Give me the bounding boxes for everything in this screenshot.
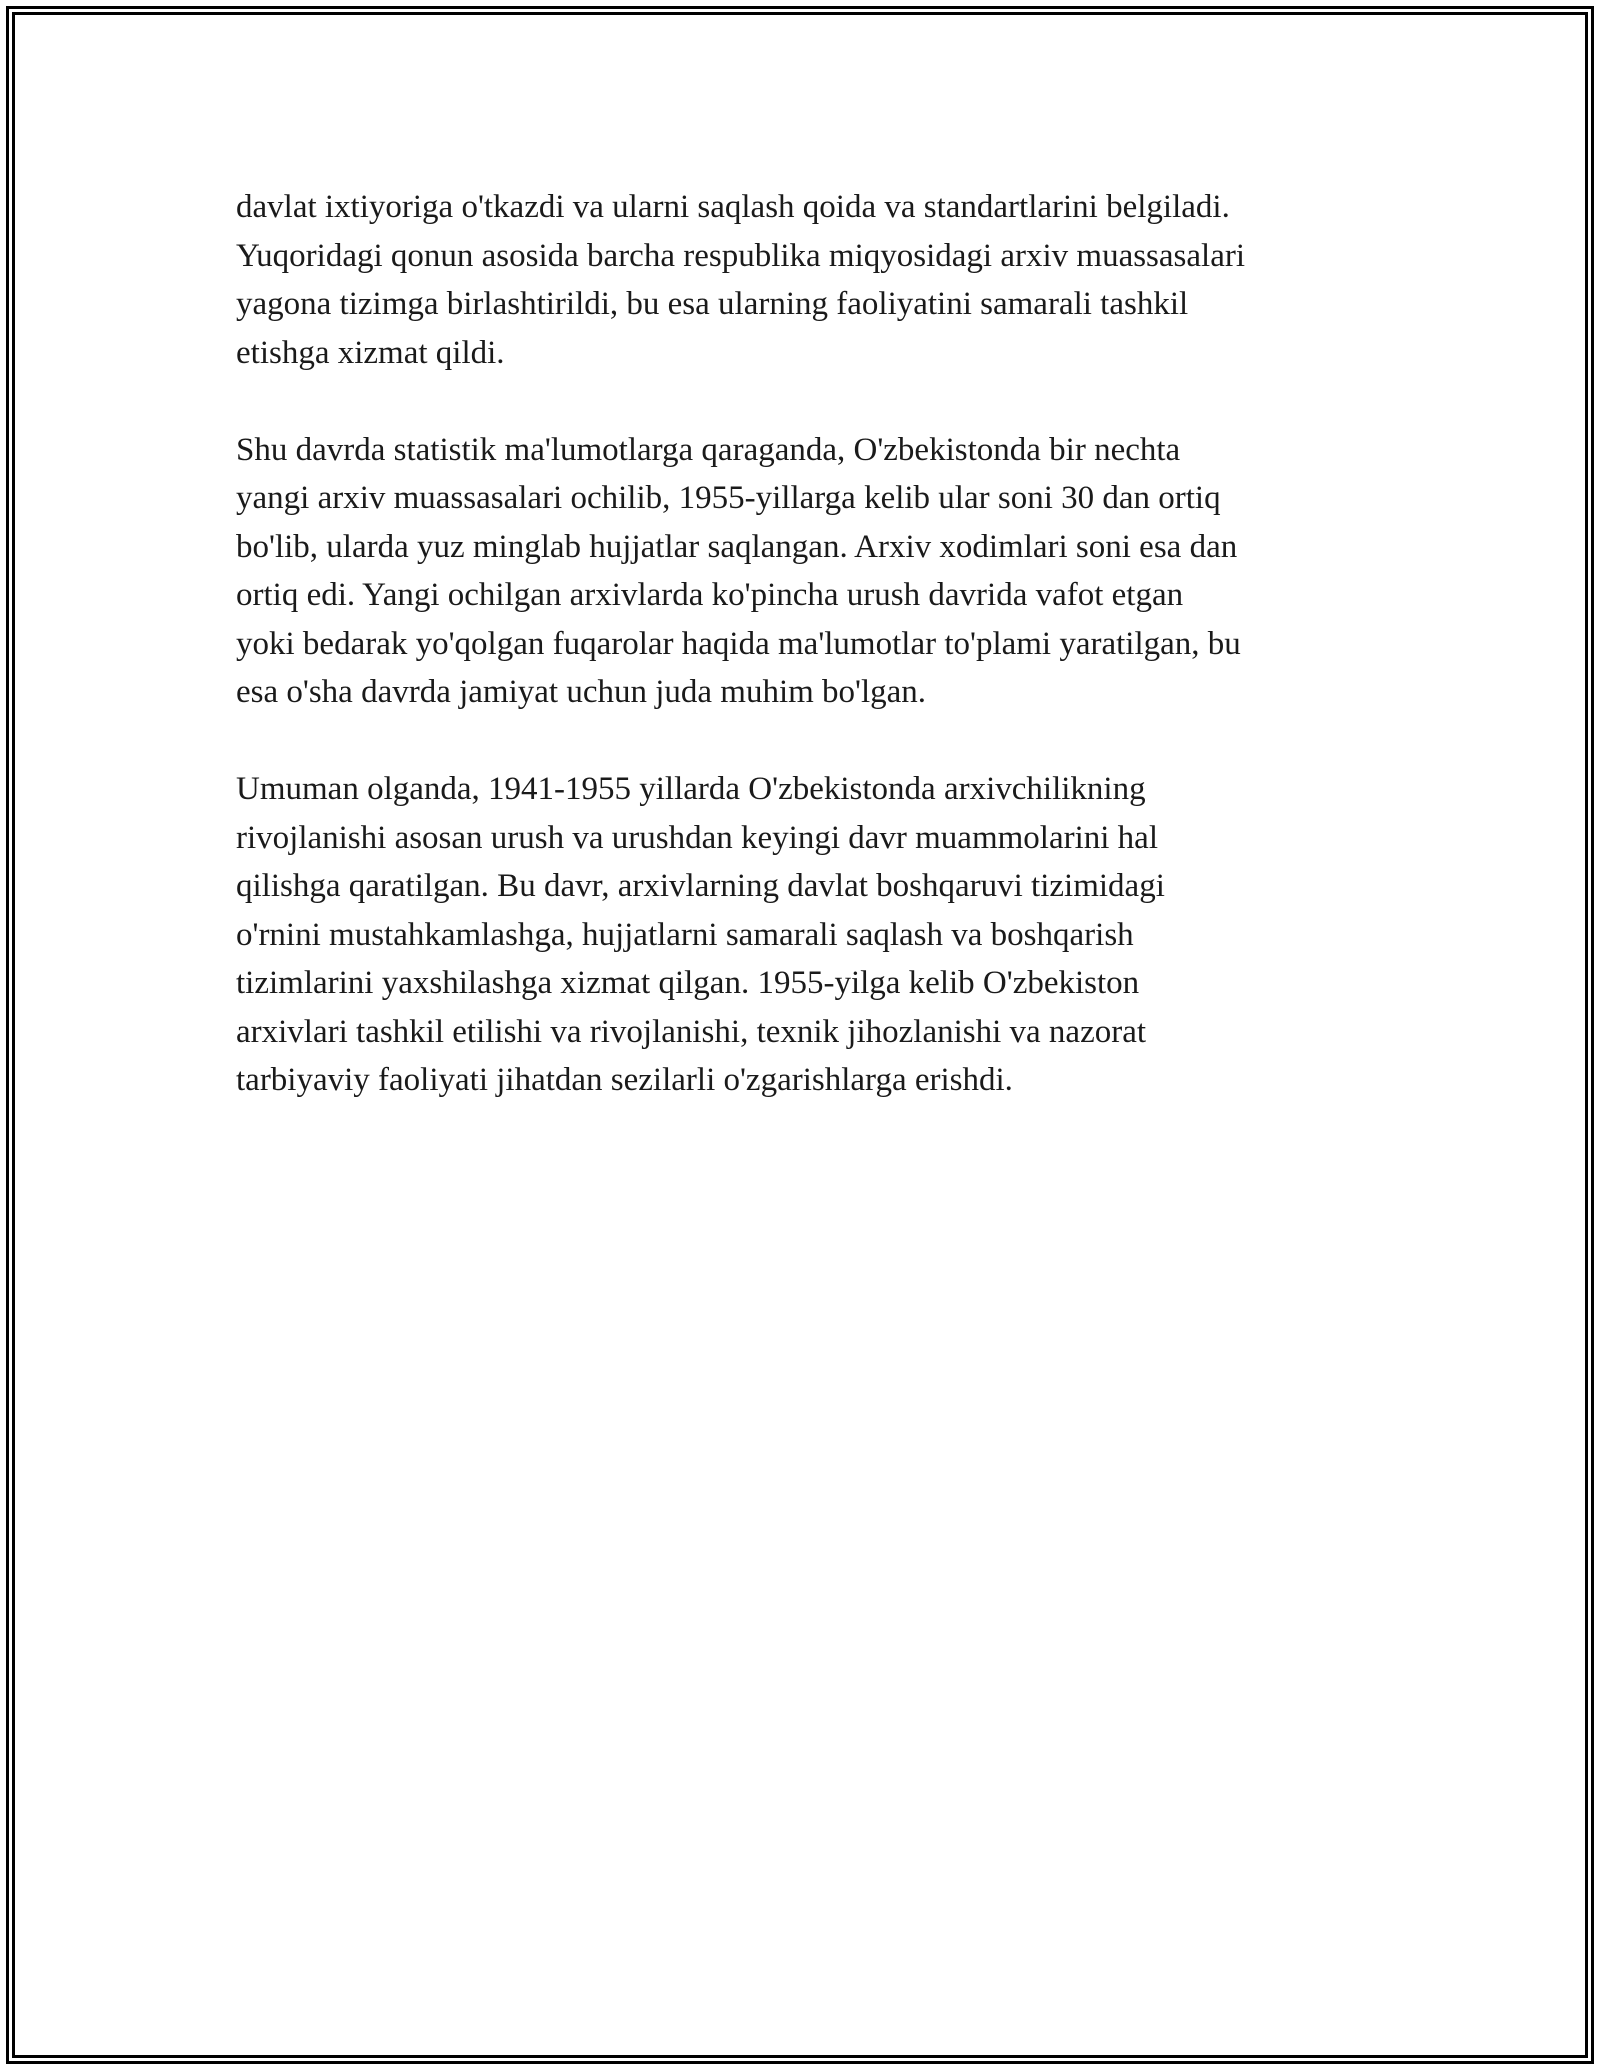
paragraph-1 — [236, 183, 1386, 377]
paragraph-3 — [236, 765, 1386, 1105]
text-line: yangi arxiv muassasalari ochilib, 1955-yillarga kelib ular soni 30 dan ortiq — [236, 480, 1221, 516]
text-line: o'rnini mustahkamlashga, hujjatlarni samarali saqlash va boshqarish — [236, 916, 1134, 953]
text-line: davlat ixtiyoriga o'tkazdi va ularni saqlash qoida va standartlarini belgiladi. — [236, 189, 1230, 225]
document-body — [236, 183, 1386, 1153]
text-line: rivojlanishi asosan urush va urushdan keyingi davr muammolarini hal — [236, 819, 1158, 856]
text-line: Umuman olganda, 1941-1955 yillarda O'zbekistonda arxivchilikning — [236, 771, 1146, 807]
text-line: tarbiyaviy faoliyati jihatdan sezilarli o'zgarishlarga erishdi. — [236, 1062, 1013, 1098]
text-line: qilishga qaratilgan. Bu davr, arxivlarning davlat boshqaruvi tizimidagi — [236, 868, 1165, 904]
text-line: yagona tizimga birlashtirildi, bu esa ularning faoliyatini samarali tashkil — [236, 286, 1189, 322]
text-line: ortiq edi. Yangi ochilgan arxivlarda ko'pincha urush davrida vafot etgan — [236, 577, 1184, 613]
paragraph-2 — [236, 426, 1386, 717]
text-line: tizimlarini yaxshilashga xizmat qilgan. 1955-yilga kelib O'zbekiston — [236, 965, 1140, 1001]
text-line: Yuqoridagi qonun asosida barcha respublika miqyosidagi arxiv muassasalari — [236, 237, 1246, 274]
text-line: bo'lib, ularda yuz minglab hujjatlar saqlangan. Arxiv xodimlari soni esa dan — [236, 528, 1238, 565]
text-line: Shu davrda statistik ma'lumotlarga qaraganda, O'zbekistonda bir nechta — [236, 431, 1181, 468]
text-line: esa o'sha davrda jamiyat uchun juda muhim bo'lgan. — [236, 674, 927, 710]
text-line: arxivlari tashkil etilishi va rivojlanishi, texnik jihozlanishi va nazorat — [236, 1013, 1147, 1050]
text-line: etishga xizmat qildi. — [236, 334, 505, 371]
text-line: yoki bedarak yo'qolgan fuqarolar haqida ma'lumotlar to'plami yaratilgan, bu — [236, 625, 1241, 662]
